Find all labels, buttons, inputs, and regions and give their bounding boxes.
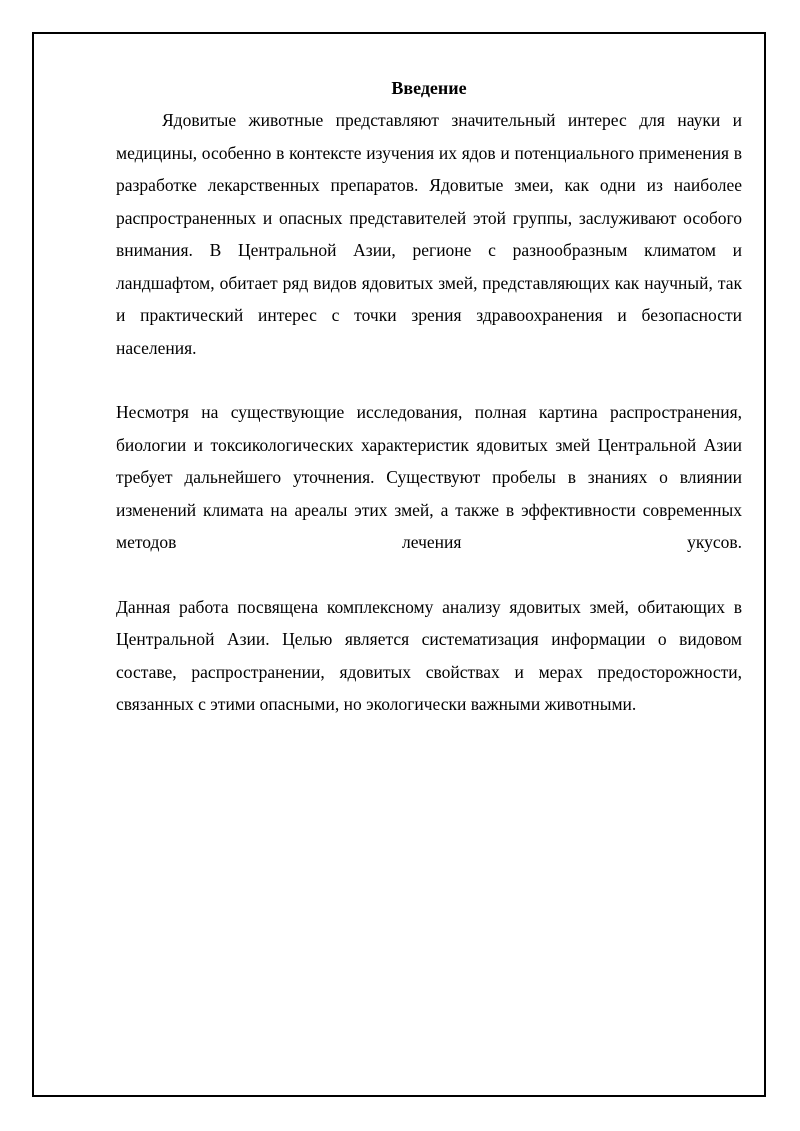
document-title: Введение <box>391 78 467 98</box>
paragraph-intro: Ядовитые животные представляют значительный интерес для науки и медицины, особенно в контексте изучения их ядов и потенциального применения в разработке лекарственных препаратов. Ядовитые змеи, как одни из наиболее распространенных и опасных представителей этой группы, заслуживают особого внимания. В Центральной Азии, регионе с разнообразным климатом и ландшафтом, обитает ряд видов ядовитых змей, представляющих как научный, так и практический интерес с точки зрения здравоохранения и безопасности населения. <box>116 110 742 358</box>
paragraph-gap <box>116 364 742 396</box>
paragraph-gap <box>116 559 742 591</box>
paragraph-research-gaps: Несмотря на существующие исследования, полная картина распространения, биологии и токсикологических характеристик ядовитых змей Центральной Азии требует дальнейшего уточнения. Существуют пробелы в знаниях о влиянии изменений климата на ареалы этих змей, а также в эффективности современных методов лечения укусов. <box>116 402 742 552</box>
document-body <box>116 76 742 721</box>
paragraph-purpose: Данная работа посвящена комплексному анализу ядовитых змей, обитающих в Центральной Азии. Целью является систематизация информации о видовом составе, распространении, ядовитых свойствах и мерах предосторожности, связанных с этими опасными, но экологически важными животными. <box>116 596 742 714</box>
